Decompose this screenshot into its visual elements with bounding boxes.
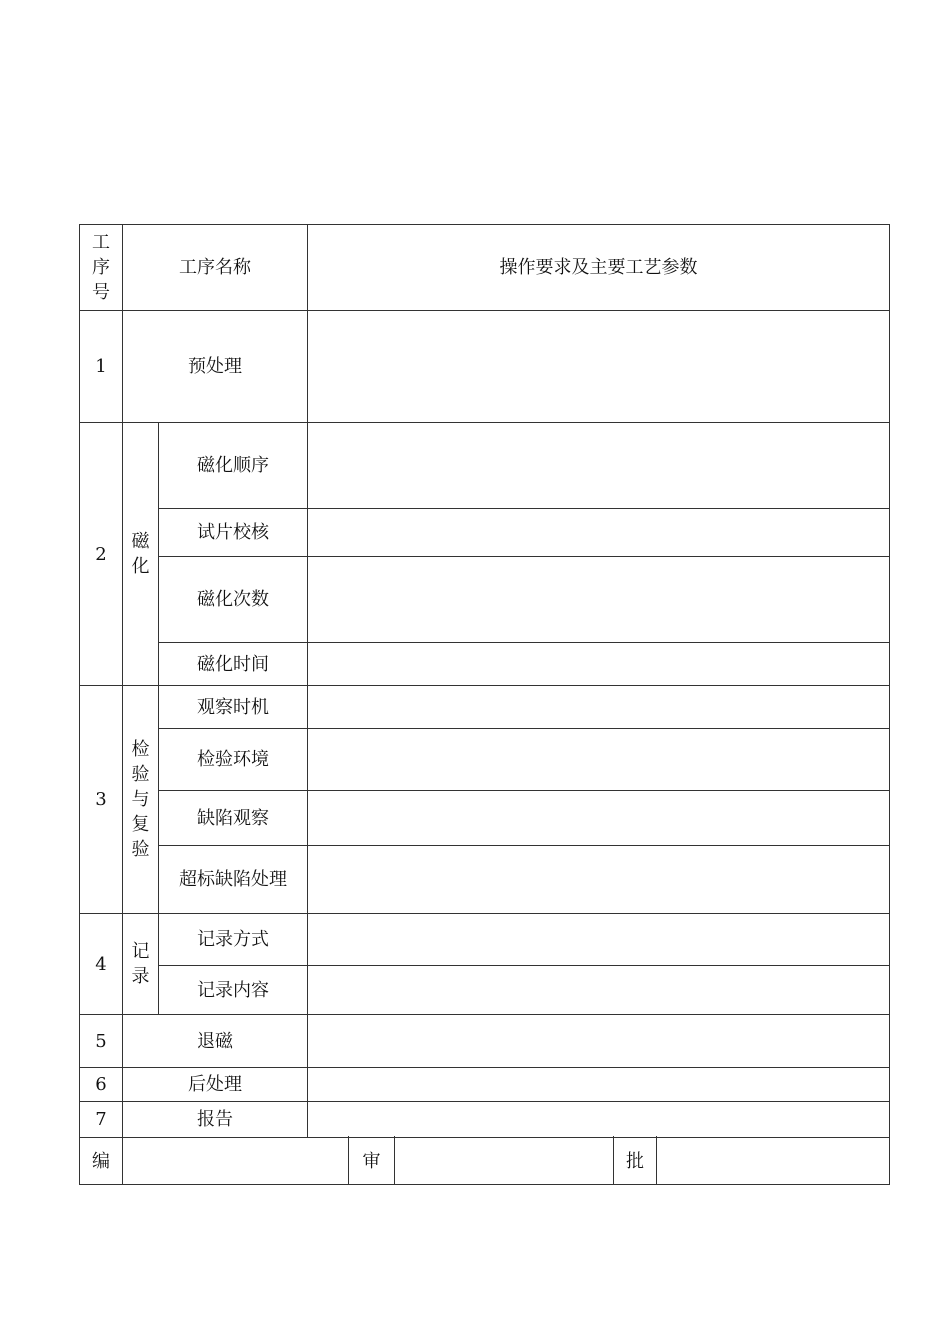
sub-step-name: 试片校核 <box>159 509 308 557</box>
requirements-cell[interactable] <box>308 557 890 643</box>
table-row <box>80 557 890 643</box>
approve-field[interactable] <box>657 1136 890 1185</box>
header-row <box>80 225 890 311</box>
requirements-cell[interactable] <box>308 1102 890 1138</box>
header-step-name: 工序名称 <box>123 225 308 311</box>
requirements-cell[interactable] <box>308 509 890 557</box>
signoff-row <box>80 1136 890 1185</box>
signoff-table <box>79 1136 890 1185</box>
step-group: 记录 <box>123 914 159 1015</box>
step-group: 磁化 <box>123 423 159 686</box>
table-row <box>80 846 890 914</box>
approve-label: 批 <box>614 1136 657 1185</box>
sub-step-name: 记录内容 <box>159 966 308 1015</box>
step-no: 4 <box>80 914 123 1015</box>
sub-step-name: 磁化时间 <box>159 643 308 686</box>
table-row <box>80 686 890 729</box>
table-row <box>80 729 890 791</box>
sub-step-name: 记录方式 <box>159 914 308 966</box>
compile-field[interactable] <box>123 1136 349 1185</box>
step-no: 7 <box>80 1102 123 1138</box>
requirements-cell[interactable] <box>308 846 890 914</box>
sub-step-name: 磁化次数 <box>159 557 308 643</box>
sub-step-name: 检验环境 <box>159 729 308 791</box>
requirements-cell[interactable] <box>308 311 890 423</box>
requirements-cell[interactable] <box>308 686 890 729</box>
table-row <box>80 1068 890 1102</box>
step-name: 后处理 <box>123 1068 308 1102</box>
requirements-cell[interactable] <box>308 423 890 509</box>
step-no: 2 <box>80 423 123 686</box>
sub-step-name: 磁化顺序 <box>159 423 308 509</box>
requirements-cell[interactable] <box>308 1015 890 1068</box>
table-row <box>80 311 890 423</box>
requirements-cell[interactable] <box>308 643 890 686</box>
step-name: 预处理 <box>123 311 308 423</box>
step-name: 报告 <box>123 1102 308 1138</box>
sub-step-name: 缺陷观察 <box>159 791 308 846</box>
table-row <box>80 1102 890 1138</box>
sub-step-name: 超标缺陷处理 <box>159 846 308 914</box>
table-row <box>80 509 890 557</box>
review-label: 审 <box>349 1136 395 1185</box>
header-requirements: 操作要求及主要工艺参数 <box>308 225 890 311</box>
process-table <box>79 224 890 1138</box>
table-row <box>80 914 890 966</box>
table-row <box>80 423 890 509</box>
requirements-cell[interactable] <box>308 914 890 966</box>
requirements-cell[interactable] <box>308 791 890 846</box>
step-no: 3 <box>80 686 123 914</box>
step-no: 6 <box>80 1068 123 1102</box>
step-name: 退磁 <box>123 1015 308 1068</box>
requirements-cell[interactable] <box>308 729 890 791</box>
table-row <box>80 1015 890 1068</box>
step-no: 1 <box>80 311 123 423</box>
table-row <box>80 643 890 686</box>
review-field[interactable] <box>395 1136 614 1185</box>
sub-step-name: 观察时机 <box>159 686 308 729</box>
step-group: 检验与复验 <box>123 686 159 914</box>
compile-label: 编 <box>80 1136 123 1185</box>
table-row <box>80 791 890 846</box>
requirements-cell[interactable] <box>308 966 890 1015</box>
table-row <box>80 966 890 1015</box>
requirements-cell[interactable] <box>308 1068 890 1102</box>
header-step-no: 工序号 <box>80 225 123 311</box>
step-no: 5 <box>80 1015 123 1068</box>
